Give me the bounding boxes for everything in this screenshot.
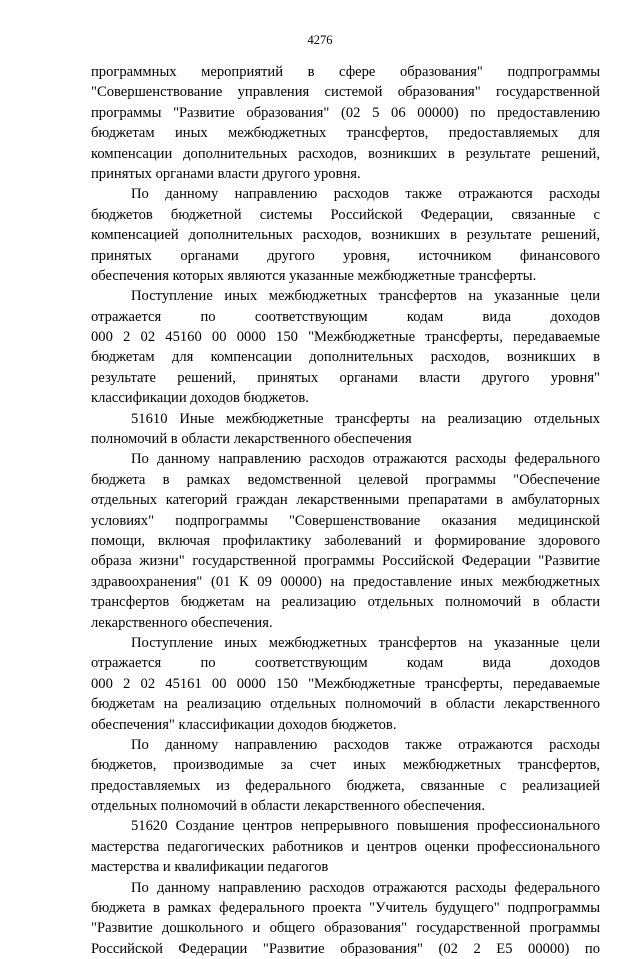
text-line: "Совершенствование управления системой образования" государственной [91,84,600,101]
text-line: обеспечения которых являются указанные межбюджетные трансферты. [91,267,537,284]
text-line: мастерства и квалификации педагогов [91,859,329,876]
text-line: 51610 Иные межбюджетные трансферты на реализацию отдельных [131,410,600,427]
text-line: По данному направлению расходов также отражаются расходы [131,736,600,753]
text-line: принятых органами другого уровня, источником финансового [91,247,600,264]
text-line: бюджета в рамках федерального проекта "Учитель будущего" подпрограммы [91,900,600,917]
text-line: мастерства педагогических работников и центров оценки профессионального [91,838,600,855]
text-line: обеспечения" классификации доходов бюджетов. [91,716,397,733]
text-line: полномочий в области лекарственного обеспечения [91,431,412,448]
text-line: бюджетов бюджетной системы Российской Федерации, связанные с [91,206,600,223]
text-line: Поступление иных межбюджетных трансфертов на указанные цели [131,634,600,651]
text-line: трансфертов бюджетам на реализацию отдельных полномочий в области [91,594,600,611]
text-line: 000 2 02 45161 00 0000 150 "Межбюджетные трансферты, передаваемые [91,675,600,692]
text-line: программных мероприятий в сфере образования" подпрограммы [91,64,600,80]
text-line: Российской Федерации "Развитие образования" (02 2 Е5 00000) по [91,940,600,957]
text-line: бюджетов, производимые за счет иных межбюджетных трансфертов, [91,757,600,774]
body-text [91,62,600,959]
text-line: бюджета в рамках ведомственной целевой программы "Обеспечение [91,471,600,488]
text-line: здравоохранения" (01 К 09 00000) на предоставление иных межбюджетных [91,573,600,590]
text-line: лекарственного обеспечения. [91,614,273,631]
text-line: предоставляемых из федерального бюджета, связанные с реализацией [91,777,600,794]
text-line: условиях" подпрограммы "Совершенствование оказания медицинской [91,512,600,529]
text-line: По данному направлению расходов отражаются расходы федерального [131,451,600,468]
text-line: образа жизни" государственной программы Российской Федерации "Развитие [91,553,600,570]
text-line: помощи, включая профилактику заболеваний и формирование здорового [91,532,600,549]
text-line: 51620 Создание центров непрерывного повышения профессионального [131,818,600,835]
text-line: классификации доходов бюджетов. [91,390,309,407]
text-line: По данному направлению расходов также отражаются расходы [131,186,600,203]
text-line: отдельных категорий граждан лекарственными препаратами в амбулаторных [91,492,600,509]
text-line: отражается по соответствующим кодам вида доходов [91,308,600,325]
text-line: компенсации дополнительных расходов, возникших в результате решений, [91,145,600,162]
text-line: принятых органами власти другого уровня. [91,165,361,182]
text-line: отдельных полномочий в области лекарственного обеспечения. [91,798,486,815]
text-line: компенсацией дополнительных расходов, возникших в результате решений, [91,227,600,244]
text-line: "Развитие дошкольного и общего образования" государственной программы [91,920,600,937]
page-number: 4276 [307,33,333,47]
text-line: бюджетам для компенсации дополнительных расходов, возникших в [91,349,600,366]
text-line: бюджетам иных межбюджетных трансфертов, предоставляемых для [91,125,600,142]
text-line: 000 2 02 45160 00 0000 150 "Межбюджетные трансферты, передаваемые [91,329,600,346]
text-line: По данному направлению расходов отражаются расходы федерального [131,879,600,896]
text-line: бюджетам на реализацию отдельных полномочий в области лекарственного [91,696,600,713]
text-line: результате решений, принятых органами власти другого уровня" [91,369,600,386]
text-line: программы "Развитие образования" (02 5 06 00000) по предоставлению [91,104,600,121]
text-line: отражается по соответствующим кодам вида доходов [91,655,600,672]
text-line: Поступление иных межбюджетных трансфертов на указанные цели [131,288,600,305]
